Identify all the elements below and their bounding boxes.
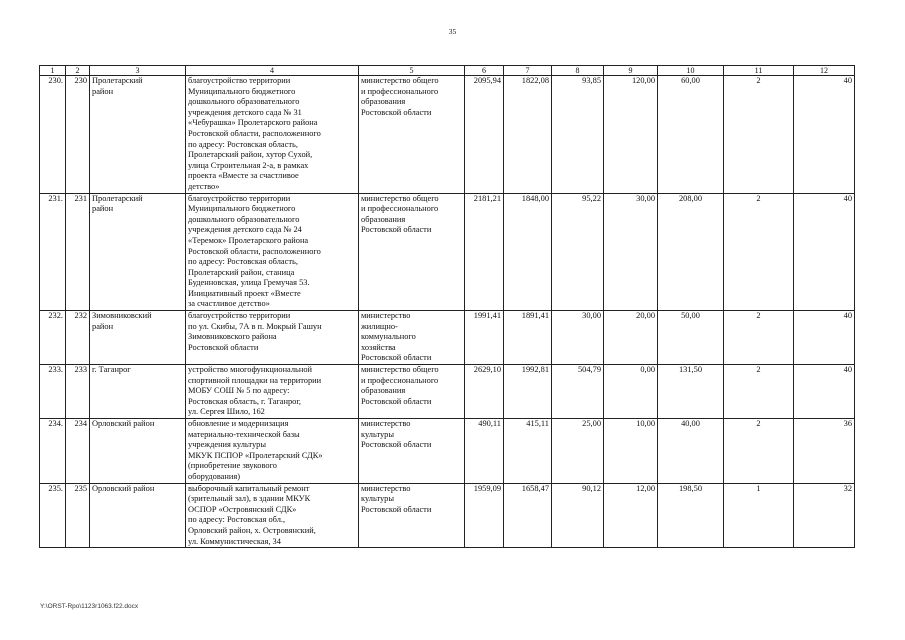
amount-col9: 0,00 bbox=[604, 365, 658, 419]
table-header-row bbox=[40, 66, 855, 76]
value-col12: 40 bbox=[794, 311, 855, 365]
item-number: 232 bbox=[66, 311, 90, 365]
ministry: министерство общего и профессионального образования Ростовской области bbox=[359, 365, 465, 419]
amount-col8: 30,00 bbox=[552, 311, 604, 365]
item-number: 230 bbox=[66, 76, 90, 194]
ministry: министерство общего и профессионального образования Ростовской области bbox=[359, 193, 465, 311]
amount-col8: 90,12 bbox=[552, 483, 604, 548]
value-col12: 40 bbox=[794, 365, 855, 419]
column-header: 10 bbox=[658, 66, 724, 76]
value-col11: 2 bbox=[724, 193, 794, 311]
row-index: 235. bbox=[40, 483, 66, 548]
column-header: 1 bbox=[40, 66, 66, 76]
row-index: 234. bbox=[40, 419, 66, 484]
amount-col10: 198,50 bbox=[658, 483, 724, 548]
amount-col9: 20,00 bbox=[604, 311, 658, 365]
amount-col7: 1992,81 bbox=[504, 365, 552, 419]
amount-col8: 93,85 bbox=[552, 76, 604, 194]
table-row bbox=[40, 483, 855, 548]
municipality: Зимовниковский район bbox=[90, 311, 186, 365]
municipality: Орловский район bbox=[90, 419, 186, 484]
municipality: Орловский район bbox=[90, 483, 186, 548]
value-col11: 2 bbox=[724, 76, 794, 194]
municipality: Пролетарский район bbox=[90, 193, 186, 311]
municipality: Пролетарский район bbox=[90, 76, 186, 194]
column-header: 5 bbox=[359, 66, 465, 76]
footer-file-path: Y:\ORST-Rpo\1123r1063.f22.docx bbox=[40, 603, 139, 610]
amount-col9: 120,00 bbox=[604, 76, 658, 194]
row-index: 233. bbox=[40, 365, 66, 419]
ministry: министерство жилищно- коммунального хозяйства Ростовской области bbox=[359, 311, 465, 365]
amount-col10: 40,00 bbox=[658, 419, 724, 484]
value-col12: 36 bbox=[794, 419, 855, 484]
row-index: 230. bbox=[40, 76, 66, 194]
project-description: благоустройство территории Муниципального бюджетного дошкольного образовательного учреждения детского сада № 31 «Чебурашка» Пролетарского района Ростовской области, расположенного по адресу: Ростовская область, Пролетарский район, хутор Сухой, улица Строительная 2-а, в рамках проекта «Вместе за счастливое детство» bbox=[186, 76, 359, 194]
amount-col8: 25,00 bbox=[552, 419, 604, 484]
amount-col10: 131,50 bbox=[658, 365, 724, 419]
amount-col7: 415,11 bbox=[504, 419, 552, 484]
municipality: г. Таганрог bbox=[90, 365, 186, 419]
column-header: 6 bbox=[465, 66, 504, 76]
column-header: 11 bbox=[724, 66, 794, 76]
table-row bbox=[40, 76, 855, 194]
amount-col9: 12,00 bbox=[604, 483, 658, 548]
value-col12: 32 bbox=[794, 483, 855, 548]
value-col11: 2 bbox=[724, 311, 794, 365]
amount-col10: 60,00 bbox=[658, 76, 724, 194]
row-index: 231. bbox=[40, 193, 66, 311]
project-description: благоустройство территории Муниципального бюджетного дошкольного образовательного учреждения детского сада № 24 «Теремок» Пролетарского района Ростовской области, расположенного по адресу: Ростовская область, Пролетарский район, станица Буденновская, улица Гремучая 53. Инициативный проект «Вместе за счастливое детство» bbox=[186, 193, 359, 311]
item-number: 235 bbox=[66, 483, 90, 548]
total-amount: 2181,21 bbox=[465, 193, 504, 311]
row-index: 232. bbox=[40, 311, 66, 365]
project-description: устройство многофункциональной спортивной площадки на территории МОБУ СОШ № 5 по адресу: Ростовская область, г. Таганрог, ул. Сергея Шило, 162 bbox=[186, 365, 359, 419]
table-row bbox=[40, 311, 855, 365]
column-header: 8 bbox=[552, 66, 604, 76]
data-table bbox=[39, 65, 855, 548]
amount-col9: 30,00 bbox=[604, 193, 658, 311]
page-number: 35 bbox=[448, 27, 457, 36]
project-description: благоустройство территории по ул. Скибы, 7А в п. Мокрый Гашун Зимовниковского района Ростовской области bbox=[186, 311, 359, 365]
amount-col10: 208,00 bbox=[658, 193, 724, 311]
amount-col8: 504,79 bbox=[552, 365, 604, 419]
item-number: 233 bbox=[66, 365, 90, 419]
table-row bbox=[40, 419, 855, 484]
total-amount: 1991,41 bbox=[465, 311, 504, 365]
value-col11: 1 bbox=[724, 483, 794, 548]
item-number: 231 bbox=[66, 193, 90, 311]
ministry: министерство культуры Ростовской области bbox=[359, 483, 465, 548]
total-amount: 2095,94 bbox=[465, 76, 504, 194]
ministry: министерство культуры Ростовской области bbox=[359, 419, 465, 484]
column-header: 4 bbox=[186, 66, 359, 76]
amount-col9: 10,00 bbox=[604, 419, 658, 484]
total-amount: 1959,09 bbox=[465, 483, 504, 548]
column-header: 12 bbox=[794, 66, 855, 76]
value-col12: 40 bbox=[794, 193, 855, 311]
table-row bbox=[40, 193, 855, 311]
amount-col7: 1822,08 bbox=[504, 76, 552, 194]
project-description: выборочный капитальный ремонт (зрительный зал), в здании МКУК ОСПОР «Островянский СДК» по адресу: Ростовская обл., Орловский район, х. Островянский, ул. Коммунистическая, 34 bbox=[186, 483, 359, 548]
total-amount: 490,11 bbox=[465, 419, 504, 484]
column-header: 3 bbox=[90, 66, 186, 76]
amount-col7: 1891,41 bbox=[504, 311, 552, 365]
amount-col7: 1658,47 bbox=[504, 483, 552, 548]
column-header: 9 bbox=[604, 66, 658, 76]
item-number: 234 bbox=[66, 419, 90, 484]
amount-col10: 50,00 bbox=[658, 311, 724, 365]
column-header: 2 bbox=[66, 66, 90, 76]
table-row bbox=[40, 365, 855, 419]
value-col11: 2 bbox=[724, 365, 794, 419]
ministry: министерство общего и профессионального образования Ростовской области bbox=[359, 76, 465, 194]
column-header: 7 bbox=[504, 66, 552, 76]
project-description: обновление и модернизация материально-технической базы учреждения культуры МКУК ПСПОР «Пролетарский СДК» (приобретение звукового оборудования) bbox=[186, 419, 359, 484]
amount-col8: 95,22 bbox=[552, 193, 604, 311]
value-col11: 2 bbox=[724, 419, 794, 484]
total-amount: 2629,10 bbox=[465, 365, 504, 419]
amount-col7: 1848,00 bbox=[504, 193, 552, 311]
value-col12: 40 bbox=[794, 76, 855, 194]
